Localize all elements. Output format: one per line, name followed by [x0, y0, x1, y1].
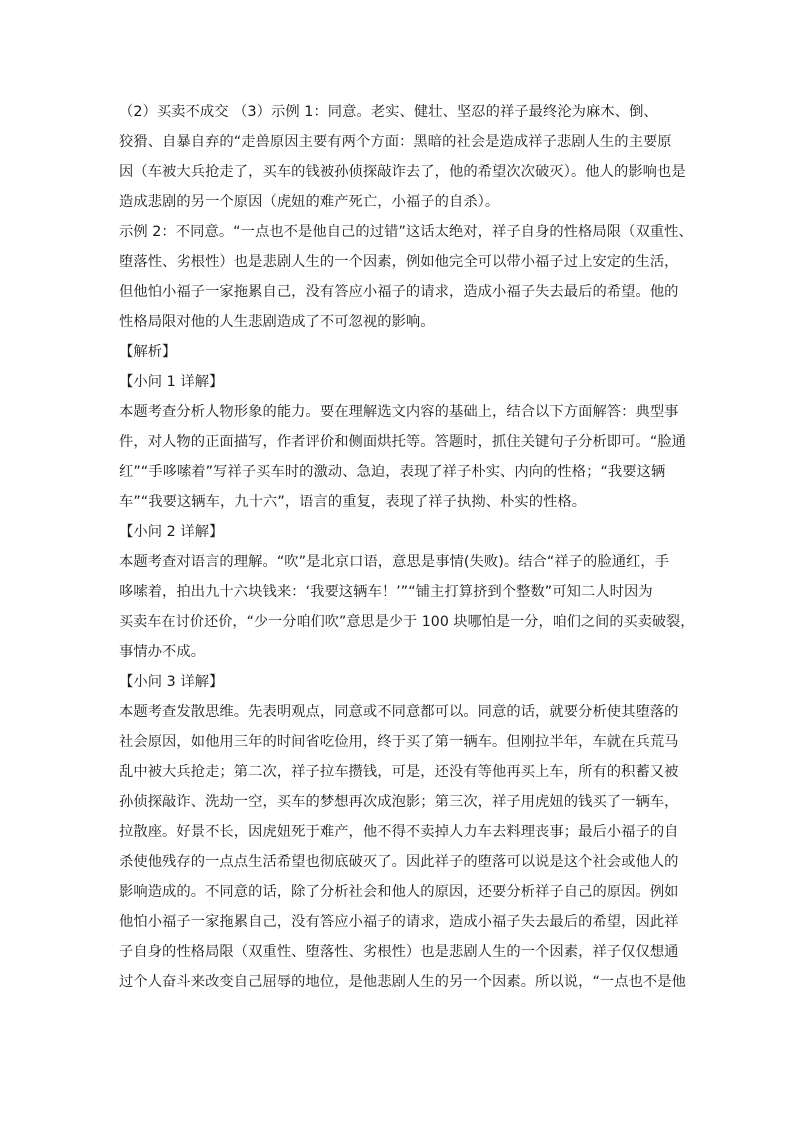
- analysis-line: 本题考查分析人物形象的能力。要在理解选文内容的基础上，结合以下方面解答：典型事: [119, 404, 679, 420]
- answer-line: 堕落性、劣根性）也是悲剧人生的一个因素，例如他完全可以带小福子过上安定的生活，: [119, 254, 679, 270]
- section-heading: 【解析】: [119, 344, 177, 360]
- analysis-line: 他怕小福子一家拖累自己，没有答应小福子的请求，造成小福子失去最后的希望，因此祥: [119, 914, 679, 930]
- analysis-line: 买卖车在讨价还价，“少一分咱们吹”意思是少于 100 块哪怕是一分，咱们之间的买卖破裂，: [119, 614, 695, 630]
- answer-line: 因（车被大兵抢走了，买车的钱被孙侦探敲诈去了，他的希望次次破灭）。他人的影响也是: [119, 164, 686, 180]
- section-heading: 【小问 3 详解】: [119, 674, 224, 690]
- analysis-line: 哆嗦着，拍出九十六块钱来：‘我要这辆车！’”“铺主打算挤到个整数”可知二人时因为: [119, 584, 653, 600]
- answer-line: 但他怕小福子一家拖累自己，没有答应小福子的请求，造成小福子失去最后的希望。他的: [119, 284, 679, 300]
- analysis-line: 红”“手哆嗦着”写祥子买车时的激动、急迫，表现了祥子朴实、内向的性格；“我要这辆: [119, 464, 666, 480]
- analysis-line: 孙侦探敲诈、洗劫一空，买车的梦想再次成泡影；第三次，祥子用虎妞的钱买了一辆车，: [119, 794, 679, 810]
- analysis-line: 影响造成的。不同意的话，除了分析社会和他人的原因，还要分析祥子自己的原因。例如: [119, 884, 679, 900]
- analysis-line: 拉散座。好景不长，因虎妞死于难产，他不得不卖掉人力车去料理丧事；最后小福子的自: [119, 824, 679, 840]
- analysis-line: 过个人奋斗来改变自己屈辱的地位，是他悲剧人生的另一个因素。所以说，“一点也不是他: [119, 974, 686, 990]
- analysis-line: 本题考查发散思维。先表明观点，同意或不同意都可以。同意的话，就要分析使其堕落的: [119, 704, 679, 720]
- analysis-line: 子自身的性格局限（双重性、堕落性、劣根性）也是悲剧人生的一个因素，祥子仅仅想通: [119, 944, 679, 960]
- analysis-line: 本题考查对语言的理解。“吹”是北京口语，意思是事情(失败)。结合“祥子的脸通红，手: [119, 554, 670, 570]
- analysis-line: 事情办不成。: [119, 644, 206, 660]
- answer-line: 示例 2：不同意。“一点也不是他自己的过错”这话太绝对，祥子自身的性格局限（双重性、: [119, 224, 693, 240]
- analysis-line: 杀使他残存的一点点生活希望也彻底破灭了。因此祥子的堕落可以说是这个社会或他人的: [119, 854, 679, 870]
- answer-line: 狡猾、自暴自弃的“走兽原因主要有两个方面：黑暗的社会是造成祥子悲剧人生的主要原: [119, 134, 672, 150]
- answer-line: （2）买卖不成交 （3）示例 1：同意。老实、健壮、坚忍的祥子最终沦为麻木、倒、: [119, 104, 658, 120]
- section-heading: 【小问 2 详解】: [119, 524, 224, 540]
- section-heading: 【小问 1 详解】: [119, 374, 224, 390]
- analysis-line: 车”“我要这辆车，九十六”，语言的重复，表现了祥子执拗、朴实的性格。: [119, 494, 587, 510]
- analysis-line: 乱中被大兵抢走；第二次，祥子拉车攒钱，可是，还没有等他再买上车，所有的积蓄又被: [119, 764, 679, 780]
- analysis-line: 社会原因，如他用三年的时间省吃俭用，终于买了第一辆车。但刚拉半年，车就在兵荒马: [119, 734, 679, 750]
- answer-line: 性格局限对他的人生悲剧造成了不可忽视的影响。: [119, 314, 435, 330]
- answer-line: 造成悲剧的另一个原因（虎妞的难产死亡，小福子的自杀）。: [119, 194, 500, 210]
- analysis-line: 件，对人物的正面描写，作者评价和侧面烘托等。答题时，抓住关键句子分析即可。“脸通: [119, 434, 686, 450]
